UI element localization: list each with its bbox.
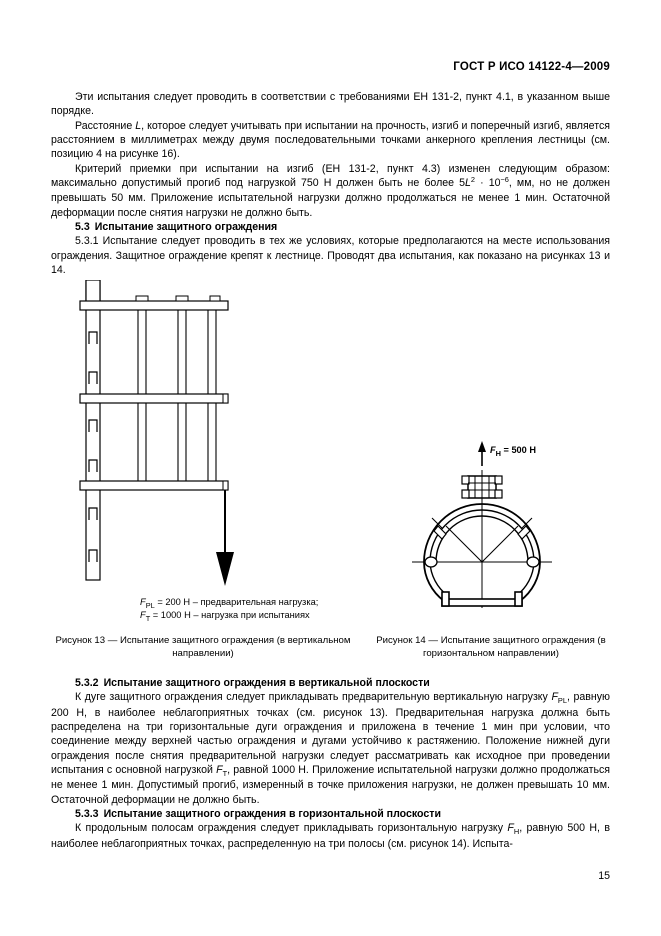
heading-5-3 <box>51 220 610 234</box>
subscript-t: T <box>145 614 151 623</box>
subscript-pl: PL <box>145 600 155 610</box>
heading-5-3-2-number: 5.3.2 <box>75 677 99 689</box>
paragraph-3-text-b: · 10 <box>475 177 501 190</box>
page-number: 15 <box>598 870 610 882</box>
paragraph-5-3-1-text: 5.3.1 Испытание следует проводить в тех же условиях, которые предполагаются на месте использования ограждения. Защитное ограждение крепят к лестнице. Проводят два испытания, как показано на рисунках 13 и 14. <box>51 235 610 277</box>
paragraph-5-3-1 <box>51 234 610 277</box>
symbol-F-t-body: F <box>216 764 223 777</box>
exponent-minus-6: −6 <box>500 174 509 184</box>
figure-14-drawing <box>398 440 598 620</box>
text-block-top <box>51 90 610 277</box>
figure-14-force-value: = 500 Н <box>500 445 536 455</box>
paragraph-5-3-3 <box>51 821 610 851</box>
paragraph-1 <box>51 90 610 119</box>
paragraph-5-3-2-text-a: К дуге защитного ограждения следует прикладывать предварительную вертикальную нагрузку <box>75 691 552 704</box>
symbol-F-pl: F <box>140 597 146 607</box>
symbol-F-h: F <box>490 445 496 455</box>
heading-5-3-3-title: Испытание защитного ограждения в горизонтальной плоскости <box>103 808 441 821</box>
figure-13-caption: Рисунок 13 — Испытание защитного ограждения (в вертикальном направлении) <box>55 635 351 659</box>
symbol-F-t: F <box>140 610 146 621</box>
figures-region <box>0 280 661 670</box>
figure-14-caption: Рисунок 14 — Испытание защитного ограждения (в горизонтальном направлении) <box>376 635 606 659</box>
paragraph-3-text-a: Критерий приемки при испытании на изгиб (ЕН 131-2, пункт 4.3) изменен следующим образом: максимально допустимый прогиб под нагрузкой 750 Н должен быть не более 5 <box>51 162 610 190</box>
figure-13-legend-line-1 <box>140 596 318 609</box>
text-block-bottom <box>51 676 610 851</box>
paragraph-5-3-2-text-c: , равной 1000 Н. Приложение испытательной нагрузки должно продолжаться не менее 1 мин. Допустимый прогиб, измеренный в точке приложения нагрузки, не должен превышать 10 мм. Остаточной деформации не должно быть. <box>51 764 610 806</box>
paragraph-2-text-a: Расстояние <box>75 119 136 132</box>
figure-13-legend-line-2 <box>140 609 318 622</box>
exponent-2: 2 <box>470 174 476 184</box>
heading-5-3-3 <box>51 807 610 821</box>
paragraph-2 <box>51 119 610 162</box>
subscript-pl-body: PL <box>557 695 567 705</box>
figure-13-legend-text-2: = 1000 Н – нагрузка при испытаниях <box>150 610 310 621</box>
paragraph-3-text-c: , мм, но не должен превышать 50 мм. Приложение испытательной нагрузки должно продолжаться не менее 1 мин. Остаточной деформации после снятия нагрузки не должно быть. <box>51 177 610 219</box>
heading-5-3-title: Испытание защитного ограждения <box>94 221 278 234</box>
running-header: ГОСТ Р ИСО 14122-4—2009 <box>453 61 610 73</box>
paragraph-1-text: Эти испытания следует проводить в соответствии с требованиями ЕН 131-2, пункт 4.1, в указанном выше порядке. <box>51 91 610 118</box>
paragraph-5-3-3-text-a: К продольным полосам ограждения следует прикладывать горизонтальную нагрузку <box>75 822 508 835</box>
paragraph-5-3-2 <box>51 690 610 807</box>
paragraph-3 <box>51 162 610 220</box>
symbol-L-2: L <box>465 177 471 190</box>
heading-5-3-number: 5.3 <box>75 221 90 234</box>
paragraph-5-3-3-text-b: , равную 500 Н, в наиболее неблагоприятных точках, распределенную на три полосы (см. рисунок 14). Испыта- <box>51 822 610 850</box>
symbol-F-pl-body: F <box>551 691 558 704</box>
subscript-h: H <box>495 448 501 458</box>
figure-13-drawing <box>60 280 290 600</box>
figure-14-force-label <box>490 445 536 458</box>
symbol-L: L <box>135 119 142 132</box>
heading-5-3-2-title: Испытание защитного ограждения в вертикальной плоскости <box>103 677 430 689</box>
subscript-h-body: H <box>513 827 520 837</box>
subscript-t-body: T <box>222 768 228 778</box>
paragraph-5-3-2-text-b: , равную 200 Н, в наиболее неблагоприятных точках (см. рисунок 13). Предварительная нагрузка должна быть распределена на три горизонтальные дуги ограждения и приложена в течение 1 мин при условии, что соединение между верхней частью ограждения и дугами устойчиво к растяжению. Положение нижней дуги ограждения после снятия предварительной нагрузки следует рассматривать как исходное при проведении испытания с основной нагрузкой <box>51 691 610 777</box>
heading-5-3-2 <box>51 676 610 690</box>
figure-13-legend <box>140 596 318 623</box>
figure-13-legend-text-1: = 200 Н – предварительная нагрузка; <box>154 597 319 607</box>
paragraph-2-text-b: , которое следует учитывать при испытании на прочность, изгиб и поперечный изгиб, является расстоянием в миллиметрах между двумя последовательными точками анкерного крепления лестницы (см. позицию 4 на рисунке 16). <box>51 119 610 161</box>
heading-5-3-3-number: 5.3.3 <box>75 808 99 821</box>
symbol-F-h-body: F <box>507 822 514 835</box>
